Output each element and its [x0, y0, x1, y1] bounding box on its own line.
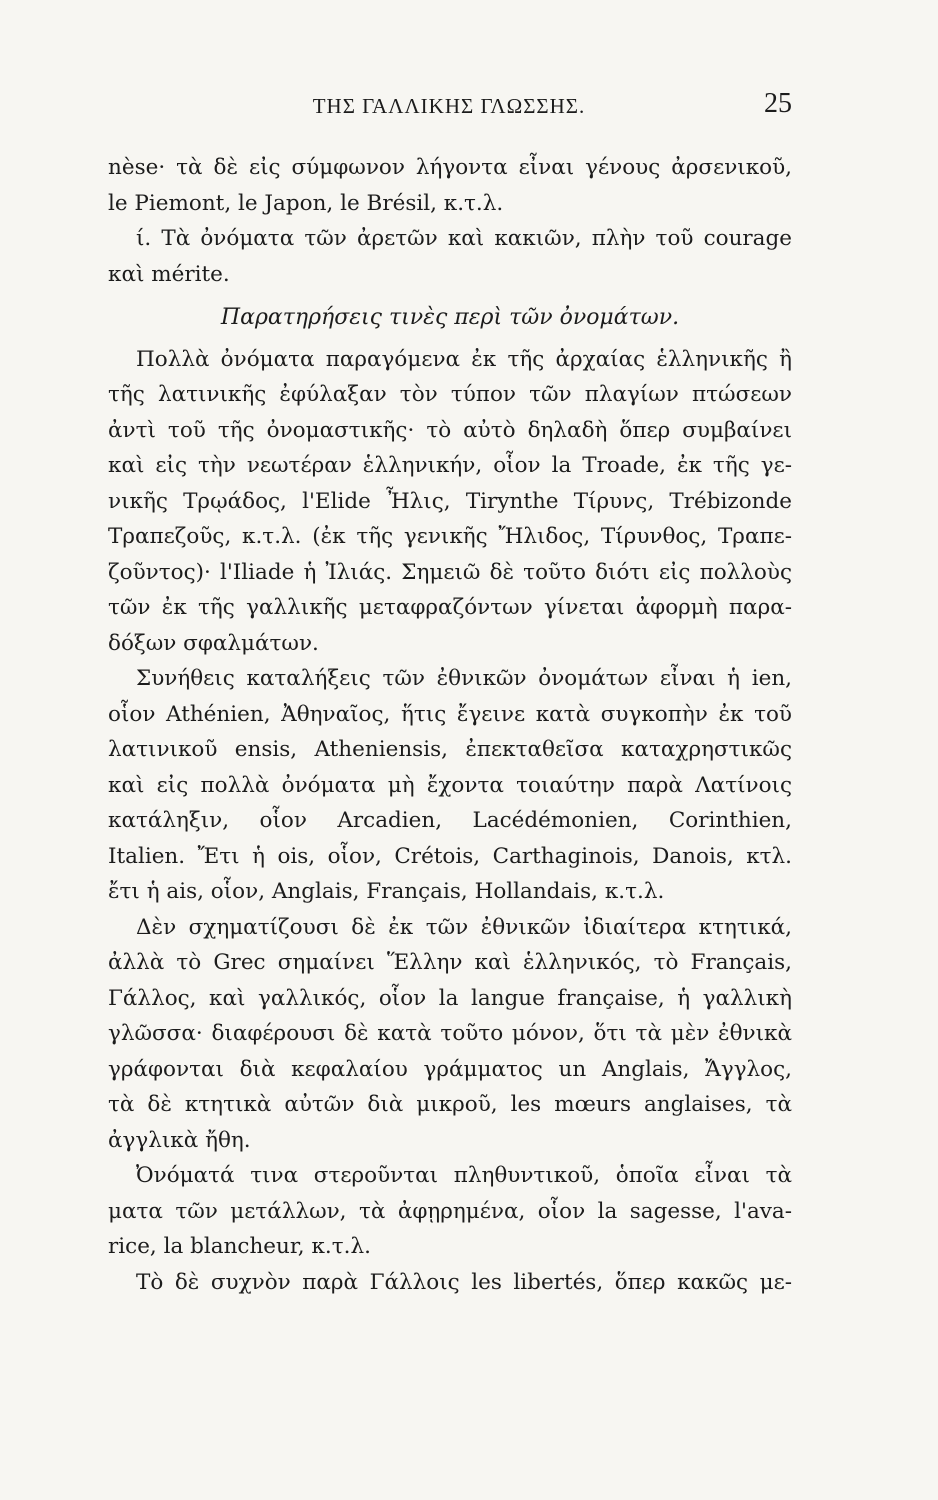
text-line: Ὀνόματά τινα στεροῦνται πληθυντικοῦ, ὁποῖα εἶναι τὰ	[136, 1163, 792, 1188]
text-line: Συνήθεις καταλήξεις τῶν ἐθνικῶν ὀνομάτων εἶναι ἡ ien,	[136, 666, 792, 691]
text-line: καὶ εἰς τὴν νεωτέραν ἑλληνικήν, οἷον la Troade, ἐκ τῆς γε-	[108, 453, 792, 478]
text-line: nèse· τὰ δὲ εἰς σύμφωνον λήγοντα εἶναι γένους ἀρσενικοῦ,	[108, 155, 792, 180]
text-line: ί. Τὰ ὀνόματα τῶν ἀρετῶν καὶ κακιῶν, πλὴν τοῦ courage	[136, 226, 792, 251]
text-line: ἀγγλικὰ ἤθη.	[108, 1127, 251, 1153]
text-line: ἀντὶ τοῦ τῆς ὀνομαστικῆς· τὸ αὐτὸ δηλαδὴ ὅπερ συμβαίνει	[108, 417, 792, 443]
text-line: τῶν ἐκ τῆς γαλλικῆς μεταφραζόντων γίνεται ἀφορμὴ παρα-	[108, 595, 792, 620]
running-title: ΤΗΣ ΓΑΛΛΙΚΗΣ ΓΛΩΣΣΗΣ.	[312, 94, 586, 118]
text-line: Πολλὰ ὀνόματα παραγόμενα ἐκ τῆς ἀρχαίας ἑλληνικῆς ἢ	[136, 346, 792, 372]
page-number: 25	[764, 88, 792, 119]
body-text	[108, 150, 792, 1300]
text-line: οἷον Athénien, Ἀθηναῖος, ἥτις ἔγεινε κατὰ συγκοπὴν ἐκ τοῦ	[108, 701, 792, 727]
text-line: le Piemont, le Japon, le Brésil, κ.τ.λ.	[108, 190, 504, 216]
text-line: Τὸ δὲ συχνὸν παρὰ Γάλλοις les libertés, ὅπερ κακῶς με-	[136, 1269, 792, 1295]
text-line: δόξων σφαλμάτων.	[108, 630, 319, 656]
page-header	[104, 88, 794, 128]
text-line: νικῆς Τρῳάδος, l'Elide Ἦλις, Tirynthe Τίρυνς, Trébizonde	[108, 488, 792, 514]
text-line: Δὲν σχηματίζουσι δὲ ἐκ τῶν ἐθνικῶν ἰδιαίτερα κτητικά,	[136, 914, 792, 940]
text-line: καὶ mérite.	[108, 261, 230, 287]
text-line: γράφονται διὰ κεφαλαίου γράμματος un Anglais, Ἄγγλος,	[108, 1056, 792, 1082]
text-line: γλῶσσα· διαφέρουσι δὲ κατὰ τοῦτο μόνον, ὅτι τὰ μὲν ἐθνικὰ	[108, 1021, 792, 1046]
text-line: καὶ εἰς πολλὰ ὀνόματα μὴ ἔχοντα τοιαύτην παρὰ Λατίνοις	[108, 772, 792, 798]
text-line: ματα τῶν μετάλλων, τὰ ἀφῃρημένα, οἷον la sagesse, l'ava-	[108, 1198, 792, 1224]
text-line: ἀλλὰ τὸ Grec σημαίνει Ἕλλην καὶ ἑλληνικός, τὸ Français,	[108, 950, 792, 975]
section-heading: Παρατηρήσεις τινὲς περὶ τῶν ὀνομάτων.	[220, 305, 680, 330]
text-line: ζοῦντος)· l'Iliade ἡ Ἰλιάς. Σημειῶ δὲ τοῦτο διότι εἰς πολλοὺς	[108, 559, 792, 585]
text-line: Italien. Ἔτι ἡ ois, οἷον, Crétois, Carthaginois, Danois, κτλ.	[108, 843, 792, 869]
text-line: τῆς λατινικῆς ἐφύλαξαν τὸν τύπον τῶν πλαγίων πτώσεων	[108, 382, 792, 407]
text-line: τὰ δὲ κτητικὰ αὐτῶν διὰ μικροῦ, les mœurs anglaises, τὰ	[108, 1092, 792, 1117]
text-line: Γάλλος, καὶ γαλλικός, οἷον la langue française, ἡ γαλλικὴ	[108, 985, 792, 1011]
text-line: rice, la blancheur, κ.τ.λ.	[108, 1234, 371, 1259]
text-line: Τραπεζοῦς, κ.τ.λ. (ἐκ τῆς γενικῆς Ἤλιδος, Τίρυνθος, Τραπε-	[108, 524, 792, 549]
text-line: ἔτι ἡ ais, οἷον, Anglais, Français, Hollandais, κ.τ.λ.	[108, 879, 665, 904]
text-line: λατινικοῦ ensis, Atheniensis, ἐπεκταθεῖσα καταχρηστικῶς	[108, 737, 792, 762]
text-line: κατάληξιν, οἷον Arcadien, Lacédémonien, Corinthien,	[108, 808, 792, 833]
